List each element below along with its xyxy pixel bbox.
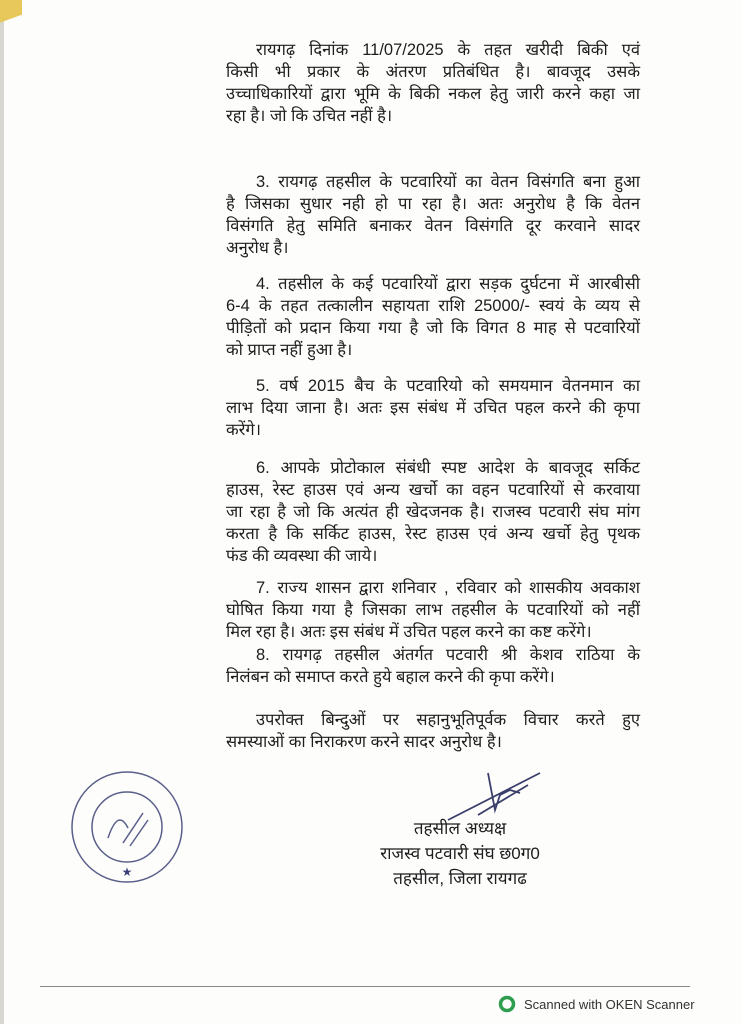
text-line: रायगढ़ दिनांक 11/07/2025 के तहत खरीदी बिकी एवं bbox=[256, 41, 640, 59]
scan-edge bbox=[0, 0, 4, 1024]
text-line: को प्राप्त नहीं हुआ है। bbox=[226, 341, 353, 359]
text-line: उपरोक्त बिन्दुओं पर सहानुभूतिपूर्वक विचार करते हुए bbox=[256, 711, 640, 729]
scanner-label: Scanned with OKEN Scanner bbox=[524, 996, 695, 1012]
text-line: मिल रहा है। अतः इस संबंध में उचित पहल करने का कष्ट करेंगे। bbox=[226, 623, 592, 641]
paragraph-3 bbox=[226, 171, 640, 259]
corner-mark bbox=[0, 0, 22, 48]
paragraph-2-continued bbox=[226, 39, 640, 127]
text-line: पीड़ितों को प्रदान किया गया है जो कि विगत 8 माह से पटवारियों bbox=[226, 319, 640, 337]
text-line: किसी भी प्रकार के अंतरण प्रतिबंधित है। बावजूद उसके bbox=[226, 63, 640, 81]
signatory-title: तहसील अध्यक्ष bbox=[413, 819, 507, 838]
signatory-location: तहसील, जिला रायगढ bbox=[393, 869, 527, 888]
text-line: विसंगति हेतु समिति बनाकर वेतन विसंगति दूर करवाने सादर bbox=[226, 217, 640, 235]
oken-logo-icon bbox=[498, 995, 516, 1013]
paragraph-4 bbox=[226, 273, 640, 361]
text-line: 7. राज्य शासन द्वारा शनिवार , रविवार को शासकीय अवकाश bbox=[256, 579, 640, 597]
text-line: निलंबन को समाप्त करते हुये बहाल करने की कृपा करेंगे। bbox=[226, 668, 555, 686]
page-bottom-rule bbox=[40, 986, 690, 987]
text-line: 6-4 के तहत तत्कालीन सहायता राशि 25000/- स्वयं के व्यय से bbox=[226, 297, 640, 315]
paragraph-6 bbox=[226, 457, 640, 567]
closing-paragraph bbox=[226, 709, 640, 753]
text-line: 8. रायगढ़ तहसील अंतर्गत पटवारी श्री केशव राठिया के bbox=[256, 646, 640, 664]
text-line: है जिसका सुधार नही हो पा रहा है। अतः अनुरोध है कि वेतन bbox=[226, 195, 640, 213]
scanner-watermark bbox=[498, 995, 695, 1013]
text-line: करता है कि सर्किट हाउस, रेस्ट हाउस एवं अन्य खर्चो हेतु पृथक bbox=[226, 525, 640, 543]
text-line: करेंगे। bbox=[226, 421, 261, 439]
text-line: 5. वर्ष 2015 बैच के पटवारियो को समयमान वेतनमान का bbox=[256, 377, 640, 395]
text-line: समस्याओं का निराकरण करने सादर अनुरोध है। bbox=[226, 733, 502, 751]
text-line: रहा है। जो कि उचित नहीं है। bbox=[226, 107, 393, 125]
paragraph-7 bbox=[226, 577, 640, 643]
text-line: जा रहा है जो कि अत्यंत ही खेदजनक है। राजस्व पटवारी संघ मांग bbox=[226, 503, 640, 521]
text-line: घोषित किया गया है जिसका लाभ तहसील के पटवारियों को नहीं bbox=[226, 601, 640, 619]
paragraph-8 bbox=[226, 644, 640, 688]
signature-block bbox=[360, 816, 560, 891]
text-line: फंड की व्यवस्था की जाये। bbox=[226, 547, 378, 565]
signatory-organization: राजस्व पटवारी संघ छ0ग0 bbox=[380, 844, 540, 863]
text-line: उच्चाधिकारियों द्वारा भूमि के बिकी नकल हेतु जारी करने कहा जा bbox=[226, 85, 640, 103]
text-line: लाभ दिया जाना है। अतः इस संबंध में उचित पहल करने की कृपा bbox=[226, 399, 640, 417]
text-line: 3. रायगढ़ तहसील के पटवारियों का वेतन विसंगति बना हुआ bbox=[256, 173, 640, 191]
office-stamp bbox=[68, 768, 186, 886]
paragraph-5 bbox=[226, 375, 640, 441]
text-line: हाउस, रेस्ट हाउस एवं अन्य खर्चो का वहन पटवारियों से करवाया bbox=[226, 481, 640, 499]
text-line: 4. तहसील के कई पटवारियों द्वारा सड़क दुर्घटना में आरबीसी bbox=[256, 275, 640, 293]
text-line: 6. आपके प्रोटोकाल संबंधी स्पष्ट आदेश के बावजूद सर्किट bbox=[256, 459, 640, 477]
svg-text:★: ★ bbox=[121, 865, 133, 879]
text-line: अनुरोध है। bbox=[226, 239, 289, 257]
